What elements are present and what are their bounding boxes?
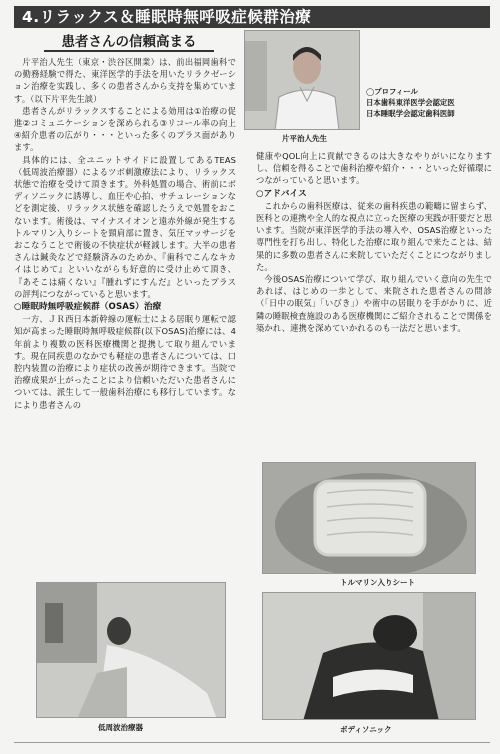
article-subheading: 患者さんの信頼高まる [44, 32, 214, 52]
room-illustration [37, 583, 226, 718]
body-sonic-photo [262, 592, 476, 720]
sheet-illustration [263, 463, 476, 574]
paragraph: 患者さんがリラックスすることによる効用は①治療の促進②コミュニケーションを深められる③リコール率の向上④紹介患者の広がり・・・といった多くのプラス面があります。 [14, 105, 236, 153]
room-caption: 低周波治療器 [98, 723, 143, 732]
doctor-portrait-photo [244, 30, 360, 130]
section-heading-advice: ○アドバイス [256, 188, 307, 199]
paragraph: 健康やQOL向上に貢献できるのは大きなやりがいになりますし、信頼を得ることで歯科治療や紹介・・・といった好循環につながっていると思います。 [256, 151, 492, 186]
profile-box [366, 86, 492, 119]
portrait-illustration [245, 31, 360, 130]
bottom-rule [14, 742, 490, 743]
portrait-caption: 片平治人先生 [282, 134, 327, 143]
profile-line: 日本歯科東洋医学会認定医 [366, 98, 455, 107]
paragraph: 一方、ＪＲ西日本新幹線の運転士による居眠り運転で認知が高まった睡眠時無呼吸症候群(以下OSAS)治療には、4年前より複数の医科医療機関と提携して取り組んでいます。現在同疾患のなかでも軽症の患者さんについては、口腔内装置の治療により症状の改善が期待できます。当院で治療成果が上がったことにより信頼いただいた患者さんについては、派生して一般歯科治療にも移行しています。なにより患者さんの [14, 314, 236, 410]
paragraph: 具体的には、全ユニットサイドに設置してあるTEAS（低周波治療器）によるツボ刺激療法により、リラックス状態で治療を受けて頂きます。外科処置の場合、術前にボディソニックに誘導し、血圧や心拍、サチュレーションなどを測定後、リラックス状態を確認したうえで処置をおこないます。術後は、マイナスイオンと遠赤外線が発生するトルマリン入りシートを頸肩部に置き、気圧マッサージをおこなうことで術後の不快症状が軽減します。大半の患者さんは鍼灸などで経験済みのためか、『歯科でこんなキカイはじめて』といいながらも好意的に受け止めて頂き、『あそこは痛くない』『腫れずにすんだ』といったプラスの評判につながっていると思います。 [14, 154, 236, 299]
paragraph: これからの歯科医療は、従来の歯科疾患の範疇に留まらず、医科との連携や全人的な視点に立った医療の実践が肝要だと思います。当院が東洋医学的手法の導入や、OSAS治療といった専門性を打ち出し、特化した治療に取り組んで来たことは、結果的に多数の患者さんに来院していただくことにつながりました。 [256, 200, 492, 272]
section-heading-osas: ○睡眠時無呼吸症候群（OSAS）治療 [14, 302, 162, 313]
body-sonic-caption: ボディソニック [340, 725, 392, 734]
tourmaline-sheet-photo [262, 462, 476, 574]
profile-heading: ◯プロフィール [366, 87, 418, 96]
body-sonic-illustration [263, 593, 476, 720]
sheet-caption: トルマリン入りシート [340, 578, 415, 587]
left-text-column [14, 56, 236, 576]
paragraph: 今後OSAS治療について学び、取り組んでいく意向の先生であれば、はじめの一歩として、来院された患者さんの問診（「日中の眠気」「いびき」）や術中の居眠りを手がかりに、近隣の睡眠検査施設のある医療機関にご紹介されることで関係を築かれ、連携を深めていかれるのも一法だと思います。 [256, 274, 492, 333]
paragraph: 片平治人先生（東京・渋谷区開業）は、前出福岡歯科での勤務経験で得た、東洋医学的手法を用いたリラクゼーション治療を实践し、多くの患者さんから支持を集めています。（以下片平先生談） [14, 57, 236, 104]
right-text-column [256, 150, 492, 460]
profile-line: 日本睡眠学会認定歯科医師 [366, 109, 455, 118]
treatment-room-photo [36, 582, 226, 718]
article-title: 4.リラックス＆睡眠時無呼吸症候群治療 [14, 6, 490, 28]
